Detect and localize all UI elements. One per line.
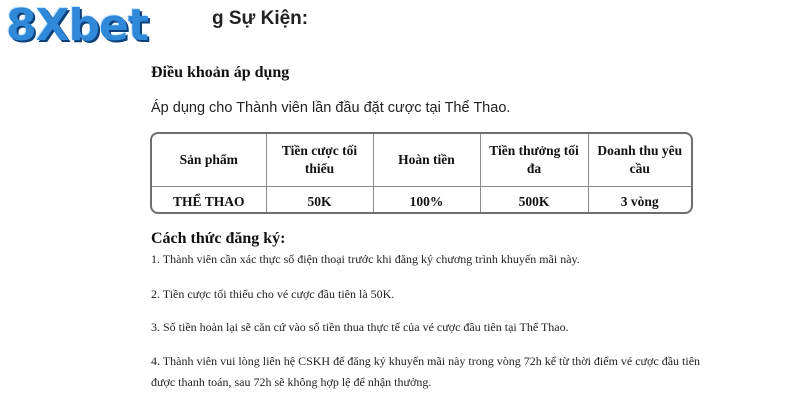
- registration-step-3: 3. Số tiền hoàn lại sẽ căn cứ vào số tiền thua thực tế của vé cược đầu tiên tại Thể Thao.: [151, 320, 569, 334]
- brand-logo: 8Xbet: [6, 0, 148, 51]
- cell-turnover: 3 vòng: [588, 187, 691, 215]
- cell-min-bet: 50K: [266, 187, 373, 215]
- registration-step-2: 2. Tiền cược tối thiểu cho vé cược đầu tiên là 50K.: [151, 287, 395, 301]
- promo-table: [150, 132, 693, 214]
- header-turnover: Doanh thu yêu cầu: [588, 134, 691, 187]
- registration-title: Cách thức đăng ký:: [151, 230, 286, 247]
- header-product: Sản phẩm: [152, 134, 266, 187]
- terms-applies-text: Áp dụng cho Thành viên lần đầu đặt cược tại Thể Thao.: [151, 100, 511, 116]
- table-row: [152, 187, 691, 215]
- registration-step-1: 1. Thành viên cần xác thực số điện thoại trước khi đăng ký chương trình khuyến mãi này.: [151, 252, 580, 266]
- registration-step-4: 4. Thành viên vui lòng liên hệ CSKH để đăng ký khuyến mãi này trong vòng 72h kể từ thời điểm vé cược đầu tiên được thanh toán, sau 72h sẽ không hợp lệ để nhận thưởng.: [151, 354, 701, 389]
- cell-product: THỂ THAO: [152, 187, 266, 215]
- table-header-row: [152, 134, 691, 187]
- cell-max-bonus: 500K: [480, 187, 588, 215]
- header-max-bonus: Tiền thưởng tối đa: [480, 134, 588, 187]
- page-heading: g Sự Kiện:: [212, 8, 309, 29]
- terms-title: Điều khoản áp dụng: [151, 64, 290, 81]
- header-min-bet: Tiền cược tối thiểu: [266, 134, 373, 187]
- header-refund: Hoàn tiền: [373, 134, 480, 187]
- cell-refund: 100%: [373, 187, 480, 215]
